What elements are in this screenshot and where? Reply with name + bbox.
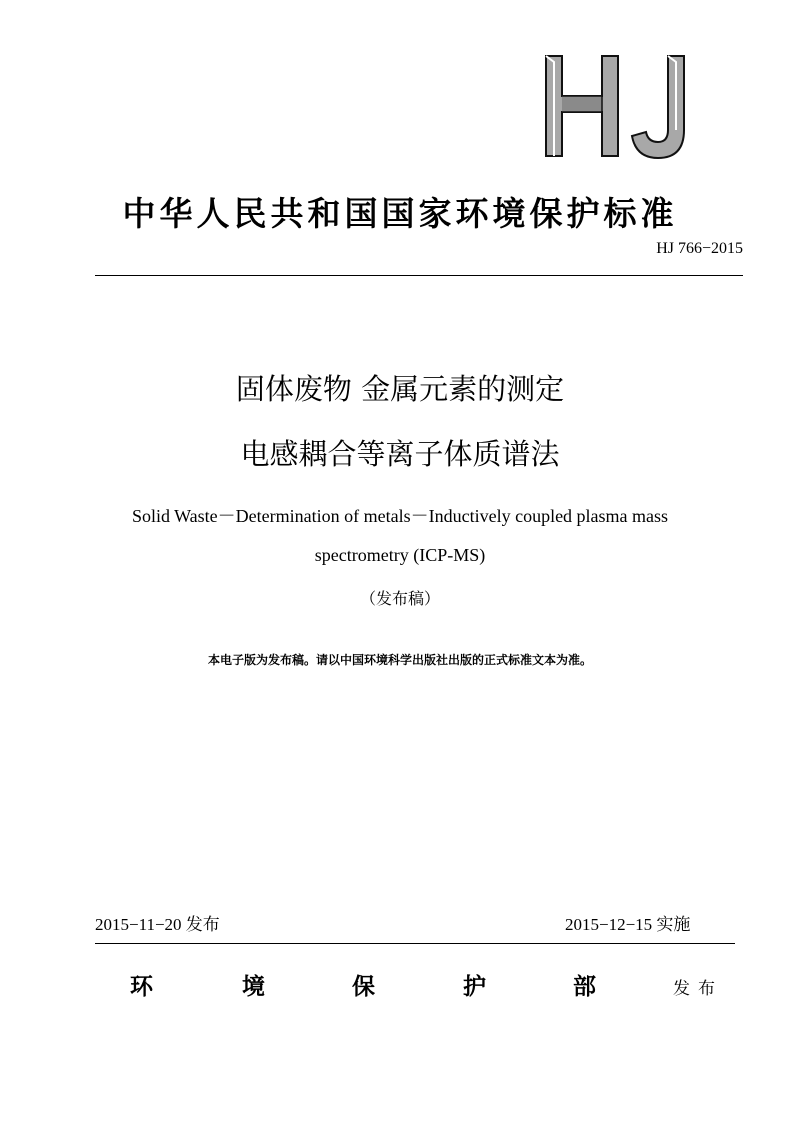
footer-divider [95,943,735,944]
publisher-char-5: 部 [573,974,596,1000]
standard-code: HJ 766−2015 [656,240,743,257]
title-zh-line2: 电感耦合等离子体质谱法 [240,437,560,471]
edition-notice: 本电子版为发布稿。请以中国环境科学出版社出版的正式标准文本为准。 [207,653,592,667]
draft-label: （发布稿） [359,589,440,608]
title-zh-line1: 固体废物 金属元素的测定 [235,372,565,406]
publisher-char-1: 环 [130,974,153,1000]
hj-logo-letter-j [632,56,684,158]
title-en-line1: Solid Waste－Determination of metals－Inductively coupled plasma mass [131,506,669,526]
publisher-char-2: 境 [242,974,265,1000]
hj-logo-letter-h [546,56,618,156]
publisher-suffix: 发布 [673,979,723,999]
publisher-char-4: 护 [463,974,486,1000]
header-divider [95,275,743,276]
implementation-date: 2015−12−15 实施 [565,915,691,934]
title-en-line2: spectrometry (ICP-MS) [314,545,486,565]
hj-logo [540,52,690,162]
issuing-authority-title: 中华人民共和国国家环境保护标准 [122,194,678,233]
issue-date: 2015−11−20 发布 [95,915,220,934]
publisher-char-3: 保 [352,974,375,1000]
